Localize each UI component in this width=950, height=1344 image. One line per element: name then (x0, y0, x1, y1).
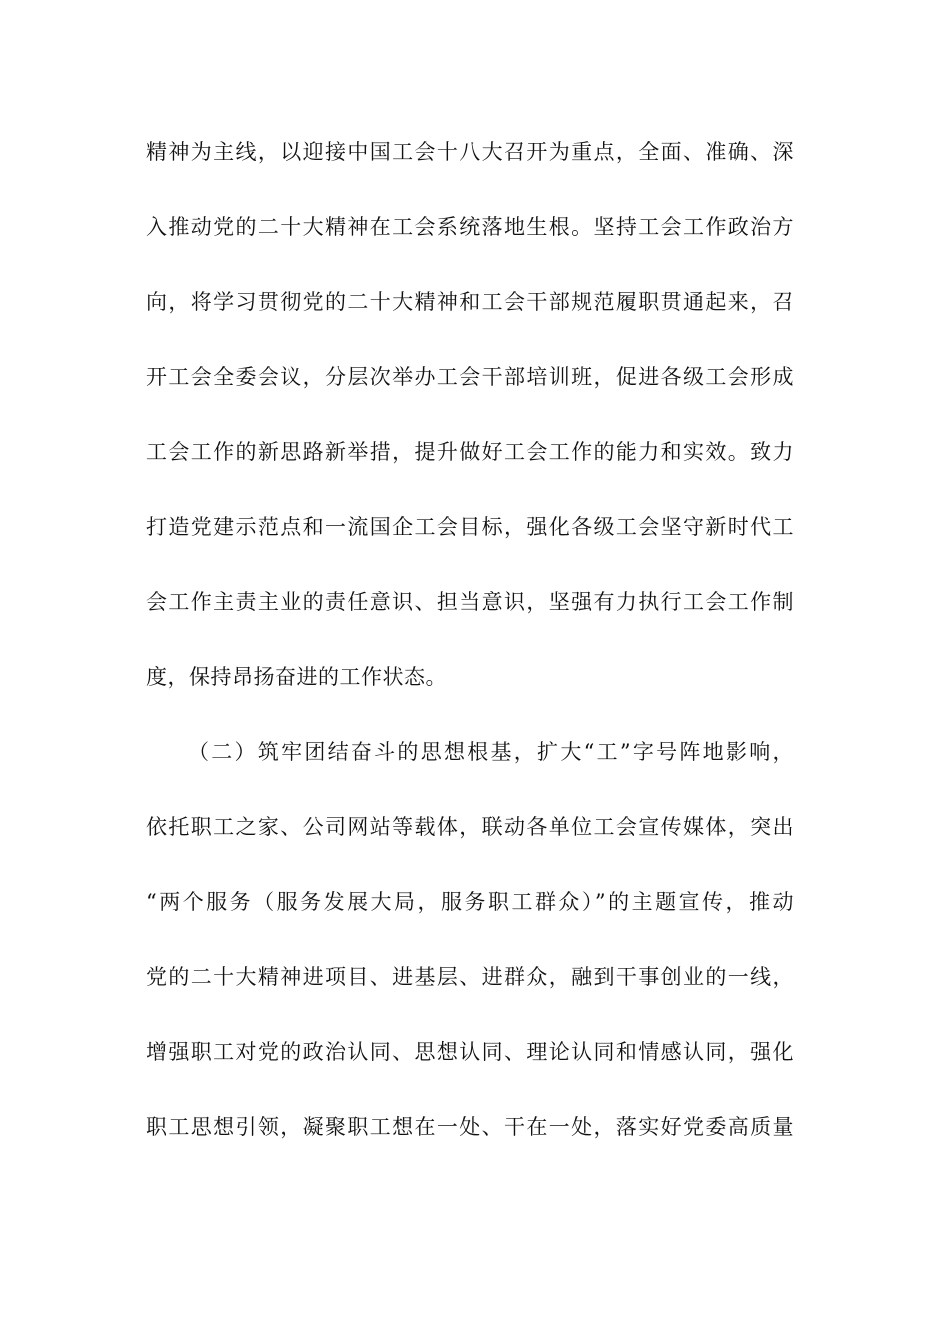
text-line: 开工会全委会议，分层次举办工会干部培训班，促进各级工会形成 (146, 365, 794, 389)
text-line: 党的二十大精神进项目、进基层、进群众，融到干事创业的一线， (146, 965, 794, 989)
body-text (146, 126, 794, 1176)
text-line: 精神为主线，以迎接中国工会十八大召开为重点，全面、准确、深 (146, 140, 794, 164)
text-line: 依托职工之家、公司网站等载体，联动各单位工会宣传媒体，突出 (146, 815, 794, 839)
section-heading-line: （二）筑牢团结奋斗的思想根基，扩大“工”字号阵地影响， (188, 740, 794, 764)
text-line: 增强职工对党的政治认同、思想认同、理论认同和情感认同，强化 (146, 1040, 794, 1064)
text-line: 会工作主责主业的责任意识、担当意识，坚强有力执行工会工作制 (146, 590, 794, 614)
text-line: “两个服务（服务发展大局，服务职工群众）”的主题宣传，推动 (146, 890, 794, 914)
text-line: 工会工作的新思路新举措，提升做好工会工作的能力和实效。致力 (146, 440, 794, 464)
text-line: 打造党建示范点和一流国企工会目标，强化各级工会坚守新时代工 (146, 515, 794, 539)
text-line: 入推动党的二十大精神在工会系统落地生根。坚持工会工作政治方 (146, 215, 794, 239)
text-line: 职工思想引领，凝聚职工想在一处、干在一处，落实好党委高质量 (146, 1115, 794, 1139)
text-line: 向，将学习贯彻党的二十大精神和工会干部规范履职贯通起来，召 (146, 290, 794, 314)
text-line-paragraph-end: 度，保持昂扬奋进的工作状态。 (146, 665, 447, 689)
